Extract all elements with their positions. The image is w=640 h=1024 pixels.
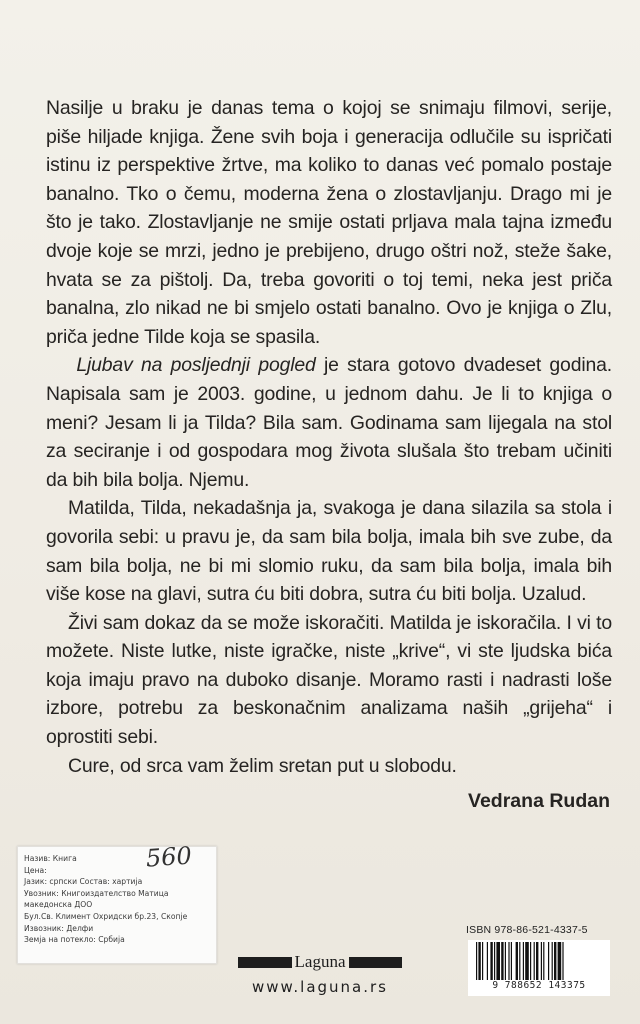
publisher-url: www.laguna.rs (251, 978, 389, 996)
barcode-number: 9 788652 143375 (468, 980, 610, 991)
sticker-line: Извозник: Делфи (24, 923, 94, 933)
sticker-line: Цена: (24, 865, 47, 875)
logo-stripe-right (349, 957, 403, 968)
import-sticker (17, 841, 217, 964)
sticker-line: Јазик: српски Состав: хартија (24, 877, 143, 887)
publisher-logo (238, 952, 402, 996)
blurb-paragraph-1: Nasilje u braku je danas tema o kojoj se snimaju filmovi, serije, piše hiljade knjiga. Žene svih boja i generacija odlučile su ispričati istinu iz perspektive žrtve, ma koliko to danas već pomalo postaje banalno. Tko o čemu, moderna žena o zlostavljanju. Drago mi je što je tako. Zlostavljanje ne smije ostati prljava mala tajna između dvoje koje se mrzi, jedno je prebijeno, drugo oštri nož, steže šake, hvata se za pištolj. Da, treba govoriti o toj temi, neka jest priča banalna, zlo nikad ne bi smjelo ostati banalno. Ovo je knjiga o Zlu, priča jedne Tilde koja se spasila. (46, 97, 612, 348)
blurb-paragraph-5: Cure, od srca vam želim sretan put u slobodu. (68, 754, 457, 777)
barcode-bars (468, 940, 610, 980)
blurb-paragraph-2 (46, 351, 612, 494)
author-signature: Vedrana Rudan (468, 790, 610, 812)
blurb-paragraph-4: Živi sam dokaz da se može iskoračiti. Matilda je iskoračila. I vi to možete. Niste lutke, niste igračke, niste „krive“, vi ste ljudska bića koja imaju pravo na duboko disanje. Moramo rasti i nadrasti loše izbore, potrebu za beskonačnim analizama naših „grijeha“ i oprostiti sebi. (46, 611, 612, 749)
handwritten-price: 560 (145, 841, 193, 873)
isbn-text: ISBN 978-86-521-4337-5 (466, 924, 588, 936)
sticker-line: македонска ДОО (24, 900, 93, 910)
blurb-paragraph-2-text: je stara gotovo dvadeset godina. Napisala sam je 2003. godine, u jednom dahu. Je li to knjiga o meni? Jesam li ja Tilda? Bila sam. Godinama sam lijegala na stol za seciranje i od gospodara mog života slušala što trebam učiniti da bih bila bolja. Njemu. (46, 354, 612, 491)
barcode (468, 940, 610, 996)
logo-stripe-left (238, 957, 292, 968)
logo-bar (238, 952, 402, 972)
sticker-line: Земја на потекло: Србија (24, 935, 125, 945)
back-cover-blurb (46, 94, 612, 780)
blurb-paragraph-3: Matilda, Tilda, nekadašnja ja, svakoga je dana silazila sa stola i govorila sebi: u pravu je, da sam bila bolja, imala bih sve zube, da sam bila bolja, ne bi mi slomio ruku, da sam bila bolja, imala bih više kose na glavi, sutra ću biti dobra, sutra ću biti bolja. Uzalud. (46, 497, 612, 606)
sticker-line: Бул.Св. Климент Охридски бр.23, Скопје (24, 911, 188, 921)
publisher-name: Laguna (294, 952, 346, 971)
sticker-line: Увозник: Книгоиздателство Матица (24, 888, 169, 898)
book-title-italic: Ljubav na posljednji pogled (76, 354, 316, 377)
sticker-line: Назив: Книга (24, 854, 77, 863)
